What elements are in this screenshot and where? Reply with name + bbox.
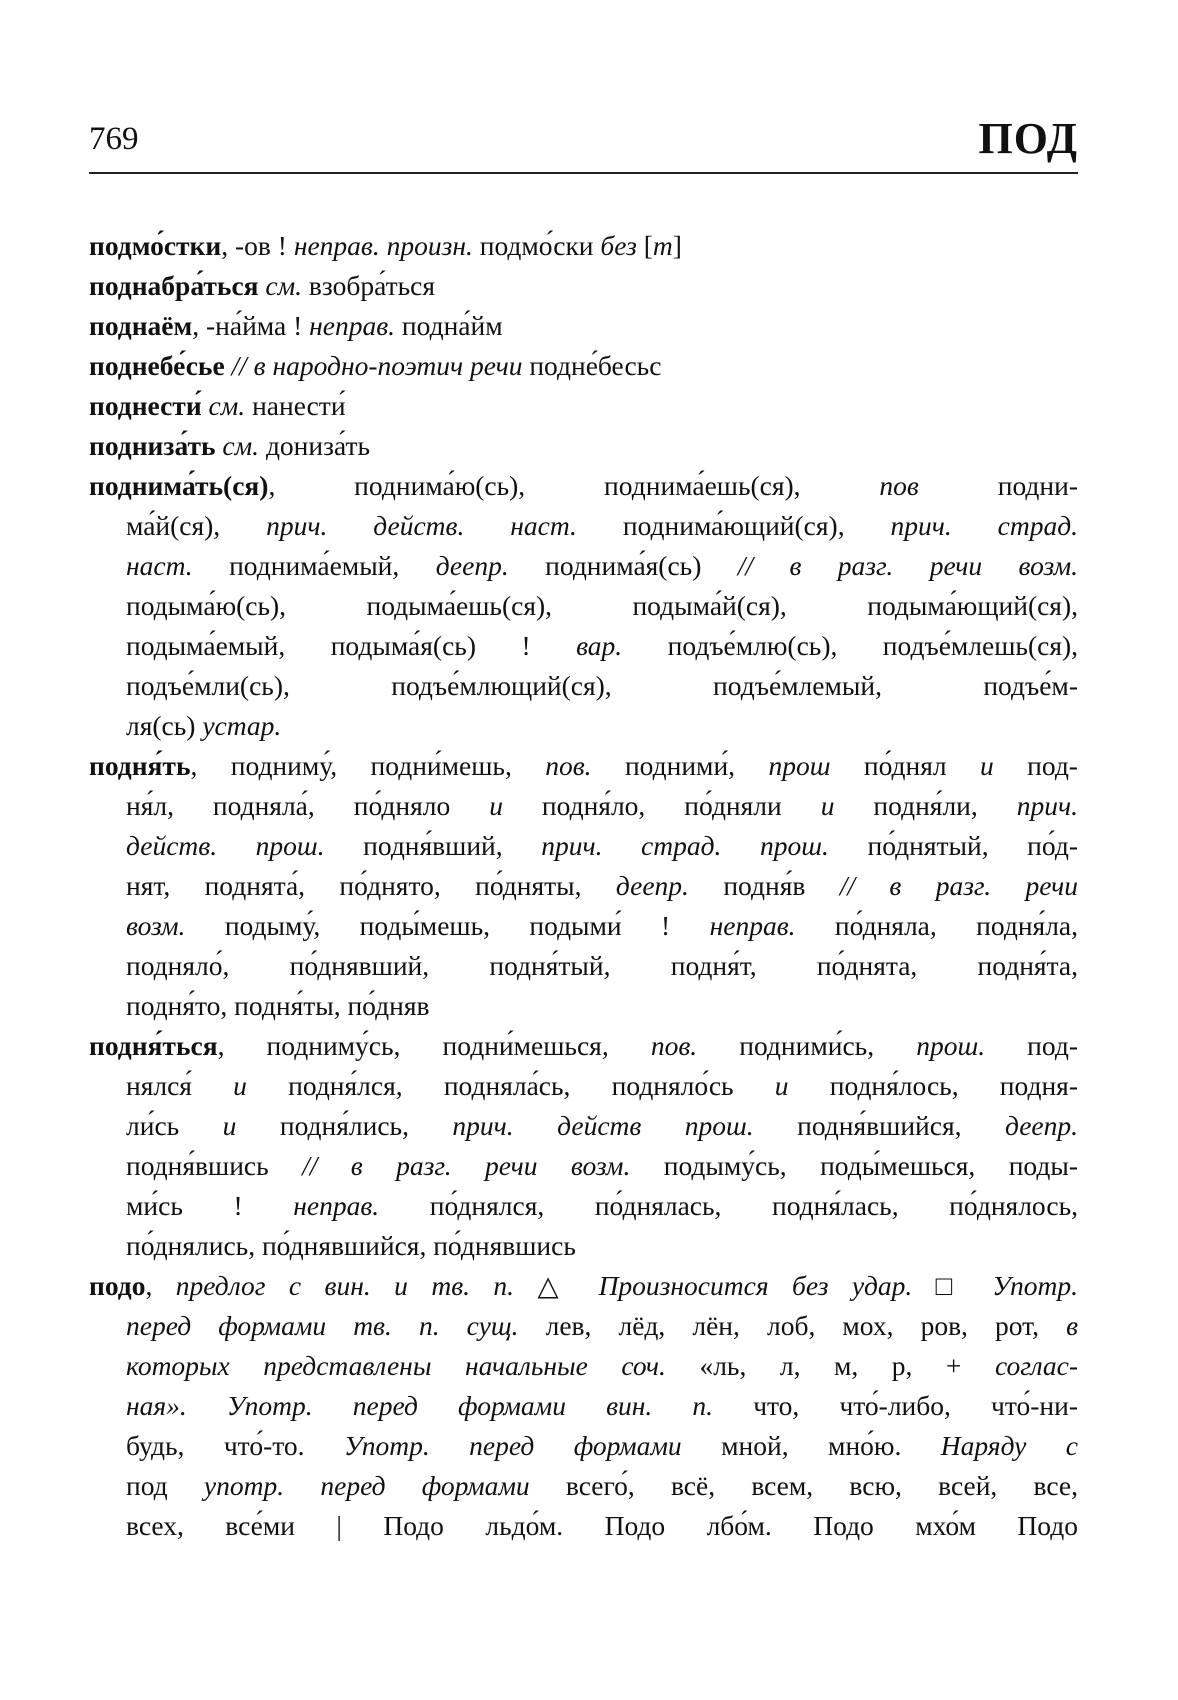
entry-line xyxy=(89,866,1078,906)
entry-line xyxy=(89,1466,1078,1506)
entry-text: подня́то, подня́ты, по́дняв xyxy=(126,990,430,1021)
label-italic: действ. прош. xyxy=(126,830,325,861)
entry-text: ня́л, подняла́, по́дняло xyxy=(126,790,490,821)
dictionary-entry xyxy=(89,426,1078,466)
label-italic: неправ. xyxy=(309,310,396,341)
dictionary-entry xyxy=(89,346,1078,386)
entry-text: подняло́, по́днявший, подня́тый, подня́т, по́днята, подня́та, xyxy=(126,950,1078,981)
label-italic: прош xyxy=(768,750,831,781)
entry-text: поднима́ющий(ся), xyxy=(576,510,891,541)
label-italic: ная». Употр. перед формами вин. п. xyxy=(126,1390,714,1421)
label-italic: пов xyxy=(879,470,919,501)
entry-line xyxy=(89,626,1078,666)
dictionary-entry xyxy=(89,266,1078,306)
dictionary-entry xyxy=(89,306,1078,346)
entry-text: подыму́сь, поды́мешься, поды- xyxy=(630,1150,1078,1181)
entry-line xyxy=(89,786,1078,826)
label-italic: возм. xyxy=(126,910,186,941)
entry-line xyxy=(89,1226,1078,1266)
label-italic: деепр. xyxy=(1004,1110,1078,1141)
entry-text: , подниму́сь, подни́мешься, xyxy=(217,1030,651,1061)
entry-text: подыма́емый, подыма́я(сь) ! xyxy=(126,630,577,661)
guide-word: ПОД xyxy=(978,114,1078,163)
entry-text: по́днял xyxy=(830,750,980,781)
headword: подня́ть xyxy=(89,750,191,781)
entry-text: подня́вший, xyxy=(324,830,542,861)
entry-text: лев, лёд, лён, лоб, мох, ров, рот, xyxy=(518,1310,1067,1341)
entry-text: подыма́ю(сь), подыма́ешь(ся), подыма́й(ся), подыма́ющий(ся), xyxy=(126,590,1078,621)
entry-text: нят, поднята́, по́днято, по́дняты, xyxy=(126,870,616,901)
entry-first-line xyxy=(89,226,1078,266)
entry-text: всех, все́ми | Подо льдо́м. Подо лбо́м. Подо мхо́м Подо xyxy=(126,1510,1078,1541)
entry-text: подня́лся, подняла́сь, подняло́сь xyxy=(246,1070,775,1101)
dictionary-entry xyxy=(89,746,1078,1026)
entry-first-line xyxy=(89,1026,1078,1066)
label-italic: см. xyxy=(201,390,246,421)
entry-text: подна́йм xyxy=(395,310,503,341)
label-italic: и xyxy=(489,790,503,821)
label-italic: т xyxy=(652,230,673,261)
entry-line xyxy=(89,546,1078,586)
label-italic: см. xyxy=(215,430,260,461)
entry-line xyxy=(89,706,1078,746)
dictionary-entry xyxy=(89,226,1078,266)
entry-line xyxy=(89,1386,1078,1426)
entry-line xyxy=(89,1426,1078,1466)
entry-text: подни- xyxy=(918,470,1078,501)
entry-line xyxy=(89,1306,1078,1346)
label-italic: и xyxy=(820,790,835,821)
label-italic: в xyxy=(1066,1310,1078,1341)
label-italic: предлог с вин. и тв. п. △ Произносится без удар. xyxy=(175,1270,913,1301)
label-italic: прич. страд. xyxy=(890,510,1078,541)
label-italic: // в разг. речи возм. xyxy=(302,1150,631,1181)
label-italic: которых представлены начальные соч. xyxy=(126,1350,666,1381)
label-italic: неправ. произн. xyxy=(293,230,473,261)
label-italic: и xyxy=(233,1070,247,1101)
entry-text: под- xyxy=(993,750,1078,781)
label-italic: перед формами тв. п. сущ. xyxy=(126,1310,519,1341)
headword: поднебе́сье xyxy=(89,350,225,381)
label-italic: пов. xyxy=(650,1030,698,1061)
entry-text: подне́бесьс xyxy=(522,350,662,381)
entry-first-line xyxy=(89,386,1078,426)
entry-text: , -ов ! xyxy=(221,230,294,261)
entry-text: нялся́ xyxy=(126,1070,234,1101)
label-italic: неправ. xyxy=(709,910,796,941)
entry-text: подня́лось, подня- xyxy=(788,1070,1078,1101)
entry-text: подня́вшийся, xyxy=(753,1110,1005,1141)
entry-line xyxy=(89,1506,1078,1546)
headword: подмо́стки xyxy=(89,230,222,261)
entry-text: будь, что́-то. xyxy=(126,1430,344,1461)
label-italic: без xyxy=(600,230,637,261)
entry-first-line xyxy=(89,346,1078,386)
headword: поднести́ xyxy=(89,390,202,421)
entry-text: ля(сь) xyxy=(126,710,203,741)
label-italic: соглас- xyxy=(994,1350,1078,1381)
entry-text: нанести́ xyxy=(245,390,346,421)
entry-text: поднима́я(сь) xyxy=(508,550,738,581)
headword: подо xyxy=(89,1270,146,1301)
entry-text: подня́ло, по́дняли xyxy=(502,790,821,821)
dictionary-entries xyxy=(89,226,1078,1546)
entry-first-line xyxy=(89,746,1078,786)
entry-line xyxy=(89,906,1078,946)
entry-text: подня́в xyxy=(688,870,840,901)
label-italic: неправ. xyxy=(293,1190,380,1221)
label-italic: деепр. xyxy=(435,550,509,581)
label-italic: наст. xyxy=(126,550,193,581)
label-italic: и xyxy=(774,1070,789,1101)
entry-text: □ xyxy=(912,1270,993,1301)
entry-first-line xyxy=(89,306,1078,346)
label-italic: пов. xyxy=(545,750,592,781)
dictionary-entry xyxy=(89,466,1078,746)
entry-text: поднима́емый, xyxy=(192,550,436,581)
label-italic: прич. страд. прош. xyxy=(541,830,829,861)
entry-text: всего́, всё, всем, всю, всей, все, xyxy=(529,1470,1078,1501)
label-italic: // в разг. речи xyxy=(839,870,1078,901)
entry-line xyxy=(89,666,1078,706)
entry-line xyxy=(89,826,1078,866)
label-italic: Употр. xyxy=(992,1270,1078,1301)
headword: подня́ться xyxy=(89,1030,218,1061)
label-italic: прич. действ прош. xyxy=(452,1110,754,1141)
label-italic: // в народно-поэтич речи xyxy=(224,350,523,381)
entry-line xyxy=(89,586,1078,626)
entry-line xyxy=(89,1146,1078,1186)
page-number: 769 xyxy=(89,121,139,157)
headword: подниза́ть xyxy=(89,430,216,461)
dictionary-entry xyxy=(89,386,1078,426)
label-italic: прош. xyxy=(916,1030,986,1061)
label-italic: прич. xyxy=(1016,790,1078,821)
label-italic: вар. xyxy=(576,630,623,661)
entry-text: взобра́ться xyxy=(302,270,436,301)
entry-text: по́дняла, подня́ла, xyxy=(795,910,1078,941)
headword: поднаём xyxy=(89,310,193,341)
dictionary-entry xyxy=(89,1026,1078,1266)
entry-text: подъе́мли(сь), подъе́млющий(ся), подъе́млемый, подъе́м- xyxy=(126,670,1078,701)
entry-text: подня́вшись xyxy=(126,1150,303,1181)
entry-first-line xyxy=(89,266,1078,306)
label-italic: и xyxy=(980,750,994,781)
label-italic: и xyxy=(222,1110,237,1141)
entry-first-line xyxy=(89,426,1078,466)
entry-text: ] xyxy=(672,230,682,261)
entry-text: ли́сь xyxy=(126,1110,223,1141)
entry-text: , поднима́ю(сь), поднима́ешь(ся), xyxy=(268,470,880,501)
entry-line xyxy=(89,1106,1078,1146)
entry-text: под xyxy=(126,1470,204,1501)
entry-line xyxy=(89,506,1078,546)
headword: поднабра́ться xyxy=(89,270,259,301)
entry-line xyxy=(89,986,1078,1026)
headword: поднима́ть(ся) xyxy=(89,470,269,501)
entry-text: по́днятый, по́д- xyxy=(828,830,1078,861)
entry-first-line xyxy=(89,466,1078,506)
entry-line xyxy=(89,1346,1078,1386)
entry-line xyxy=(89,1066,1078,1106)
label-italic: употр. перед формами xyxy=(203,1470,530,1501)
entry-text: подня́лись, xyxy=(236,1110,453,1141)
header-rule xyxy=(89,172,1078,174)
entry-text: , -на́йма ! xyxy=(192,310,310,341)
entry-text: подними́сь, xyxy=(697,1030,917,1061)
entry-text: подъе́млю(сь), подъе́млешь(ся), xyxy=(622,630,1078,661)
entry-text: дониза́ть xyxy=(259,430,371,461)
label-italic: Употр. перед формами xyxy=(343,1430,682,1461)
entry-text: [ xyxy=(636,230,653,261)
entry-text: , xyxy=(145,1270,176,1301)
entry-text: по́днялся, по́днялась, подня́лась, по́днялось, xyxy=(379,1190,1078,1221)
entry-text: «ль, л, м, р, + xyxy=(665,1350,995,1381)
dictionary-entry xyxy=(89,1266,1078,1546)
entry-line xyxy=(89,1186,1078,1226)
page-header xyxy=(89,112,1078,172)
entry-text: , подниму́, подни́мешь, xyxy=(190,750,546,781)
entry-text: по́днялись, по́днявшийся, по́днявшись xyxy=(126,1230,576,1261)
label-italic: деепр. xyxy=(615,870,689,901)
label-italic: // в разг. речи возм. xyxy=(737,550,1078,581)
entry-line xyxy=(89,946,1078,986)
entry-text: подними́, xyxy=(591,750,769,781)
entry-text: мной, мно́ю. xyxy=(681,1430,941,1461)
entry-text: что, что́-либо, что́-ни- xyxy=(713,1390,1078,1421)
label-italic: устар. xyxy=(202,710,282,741)
entry-first-line xyxy=(89,1266,1078,1306)
entry-text: под- xyxy=(985,1030,1078,1061)
entry-text: подмо́ски xyxy=(472,230,601,261)
entry-text: ма́й(ся), xyxy=(126,510,267,541)
entry-text: ми́сь ! xyxy=(126,1190,294,1221)
label-italic: Наряду с xyxy=(940,1430,1078,1461)
label-italic: см. xyxy=(258,270,303,301)
label-italic: прич. действ. наст. xyxy=(266,510,577,541)
entry-text: подня́ли, xyxy=(834,790,1017,821)
entry-text: подыму́, поды́мешь, подыми́ ! xyxy=(185,910,710,941)
